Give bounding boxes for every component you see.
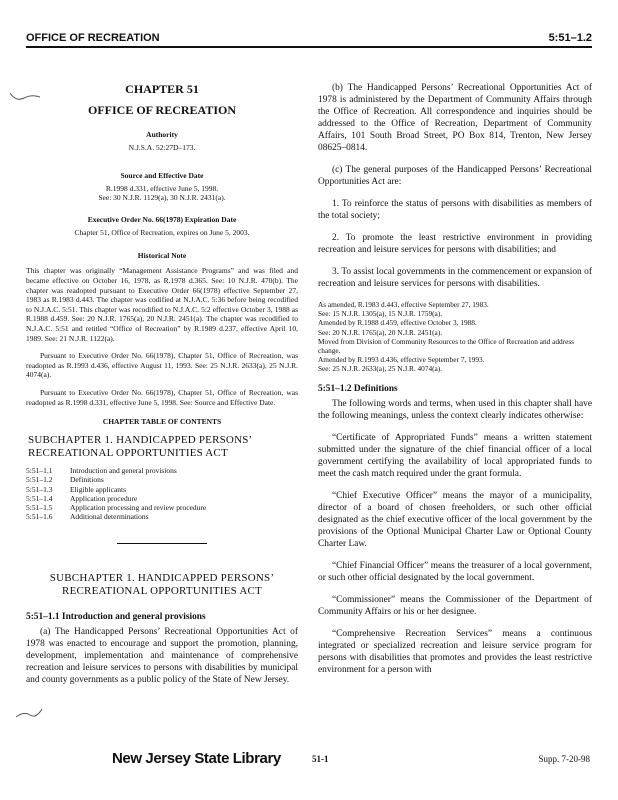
left-column: [26, 82, 298, 696]
toc-item[interactable]: 5:51–1.5 Application processing and review procedure: [26, 502, 207, 512]
section-body: [26, 626, 298, 686]
section-body: [318, 82, 592, 290]
toc-subchapter: SUBCHAPTER 1. HANDICAPPED PERSONS’ RECREATIONAL OPPORTUNITIES ACT: [28, 434, 253, 460]
toc-item[interactable]: 5:51–1.4 Application procedure: [26, 493, 138, 503]
exec-order-text: Chapter 51, Office of Recreation, expires on June 5, 2003.: [74, 227, 250, 237]
toc-item[interactable]: 5:51–1.2 Definitions: [26, 475, 104, 485]
definition: “Comprehensive Recreation Services” means a continuous integrated or specialized recreation and leisure service program for persons with disabilities that promotes and provides the least restrictive environment for a person with: [318, 628, 592, 675]
list-item: 1. To reinforce the status of persons with disabilities as members of the total society;: [318, 199, 592, 221]
historical-note-para: Pursuant to Executive Order No. 66(1978), Chapter 51, Office of Recreation, was readopted as R.1998 d.331, effective June 5, 1998. See: Source and Effective Date.: [26, 387, 298, 407]
subchapter-heading: SUBCHAPTER 1. HANDICAPPED PERSONS’ RECREATIONAL OPPORTUNITIES ACT: [49, 572, 275, 598]
definition: “Certificate of Appropriated Funds” means a written statement submitted under the signature of the chief financial officer of a local government certifying the availability of local appropriated funds to meet the cash match required under the grant formula.: [318, 432, 592, 479]
page-number: 51-1: [312, 754, 329, 764]
source-heading: Source and Effective Date: [120, 170, 204, 180]
source-text: R.1998 d.331, effective June 5, 1998. See: 30 N.J.R. 1129(a), 30 N.J.R. 2431(a).: [98, 183, 226, 203]
page-footer: [0, 750, 618, 774]
authority-text: N.J.S.A. 52:27D–173.: [128, 143, 196, 152]
definition: “Chief Financial Officer” means the treasurer of a local government, or such other official designated by the local government.: [318, 560, 592, 583]
supplement-date: Supp. 7-20-98: [538, 754, 590, 764]
chapter-number: CHAPTER 51: [125, 82, 199, 96]
authority-heading: Authority: [146, 130, 178, 139]
toc-item[interactable]: 5:51–1.1 Introduction and general provisions: [26, 466, 177, 476]
toc-heading: CHAPTER TABLE OF CONTENTS: [102, 417, 222, 427]
historical-note-heading: Historical Note: [137, 251, 187, 261]
chapter-title: OFFICE OF RECREATION: [87, 103, 236, 117]
historical-note: [26, 266, 298, 407]
list-item: 2. To promote the least restrictive environment in providing recreation and leisure services for persons with disabilities; and: [318, 233, 592, 255]
divider: [117, 543, 207, 544]
library-logo-text: New Jersey State Library: [112, 750, 281, 767]
list-item: 3. To assist local governments in the commencement or expansion of recreation and leisure services for persons with disabilities.: [318, 267, 592, 289]
toc-item[interactable]: 5:51–1.3 Eligible applicants: [26, 484, 127, 494]
table-of-contents: [26, 466, 298, 521]
header-section: 5:51–1.2: [548, 32, 592, 44]
paragraph: (a) The Handicapped Persons’ Recreational Opportunities Act of 1978 was enacted to encourage and support the promotion, planning, development, implementation and maintenance of comprehensive recreation and leisure services to persons with disabilities by municipal and county governments as a public policy of the State of New Jersey.: [26, 627, 298, 686]
amendment-history: As amended, R.1983 d.443, effective September 27, 1983. See: 15 N.J.R. 1305(a), 15 N.J.R. 1759(a). Amended by R.1988 d.459, effective October 3, 1988. See: 20 N.J.R. 1765(a), 20 N.J.R. 2451(a). Moved from Division of Community Resources to the Office of Recreation and address change. Amended by R.1993 d.436, effective September 7, 1993. See: 25 N.J.R. 2633(a), 25 N.J.R. 4074(a).: [318, 300, 575, 374]
exec-order-heading: Executive Order No. 66(1978) Expiration Date: [87, 214, 237, 224]
historical-note-para: Pursuant to Executive Order No. 66(1978), Chapter 51, Office of Recreation, was readopted as R.1993 d.436, effective August 11, 1993. See: 25 N.J.R. 2633(a), 25 N.J.R. 4074(a).: [26, 351, 298, 380]
right-column: [318, 82, 592, 686]
margin-scribble-icon: [14, 705, 44, 721]
section-body: [318, 398, 592, 676]
definition: “Commissioner” means the Commissioner of the Department of Community Affairs or his or her designee.: [318, 594, 592, 617]
paragraph: (c) The general purposes of the Handicapped Persons’ Recreational Opportunities Act are:: [318, 165, 592, 187]
header-title: OFFICE OF RECREATION: [26, 32, 160, 44]
toc-item[interactable]: 5:51–1.6 Additional determinations: [26, 512, 149, 522]
section-heading: 5:51–1.1 Introduction and general provisions: [26, 612, 206, 623]
definition: “Chief Executive Officer” means the mayor of a municipality, director of a board of chosen freeholders, or such other official designated as the chief executive officer of the local government by the provisions of the Optional Municipal Charter Law or Optional County Charter Law.: [318, 490, 592, 549]
paragraph: The following words and terms, when used in this chapter shall have the following meanings, unless the context clearly indicates otherwise:: [318, 398, 592, 421]
historical-note-para: This chapter was originally “Management Assistance Programs” and was filed and became effective on October 16, 1978, as R.1978 d.365. See: 10 N.J.R. 470(b). The chapter was readopted pursuant to Executive Order 66(1978) effective September 27, 1983 as R.1983 d.443. The chapter was codified at N.J.A.C. 5:36 before being recodified to N.J.A.C. 5:51. This chapter was recodified to N.J.A.C. 5:2 effective October 3, 1988 as R.1988 d.459. See: 20 N.J.R. 1765(a), 20 N.J.R. 2451(a). The chapter was recodified to N.J.A.C. 5:51 and retitled “Office of Recreation” by R.1989 d.237, effective April 10, 1989. See: 21 N.J.R. 1122(a).: [26, 266, 298, 343]
running-header: [26, 30, 592, 48]
section-heading: 5:51–1.2 Definitions: [318, 383, 398, 394]
paragraph: (b) The Handicapped Persons’ Recreational Opportunities Act of 1978 is administered by the Department of Community Affairs through the Office of Recreation. All correspondence and inquiries should be addressed to the Office of Recreation, Department of Community Affairs, 101 South Broad Street, PO Box 814, Trenton, New Jersey 08625–0814.: [318, 83, 592, 153]
